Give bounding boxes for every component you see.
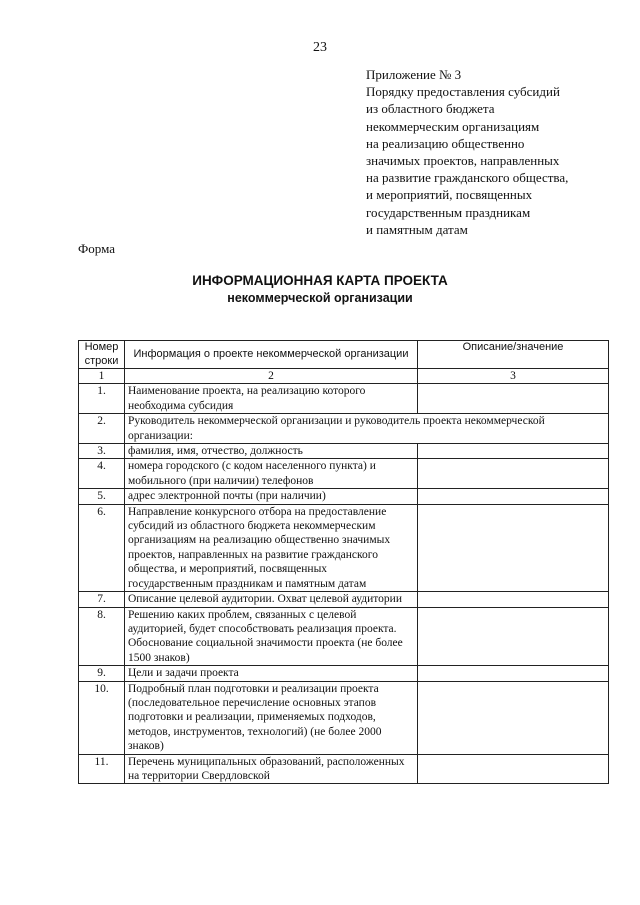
row-info-text: номера городского (с кодом населенного пункта) и мобильного (при наличии) телефонов <box>125 459 418 489</box>
column-number: 1 <box>79 369 125 384</box>
row-value-cell[interactable] <box>418 384 609 414</box>
appendix-block <box>366 66 636 238</box>
row-info-text: Подробный план подготовки и реализации проекта (последовательное перечисление основных этапов подготовки и реализации, применяемых подходов, методов, инструментов, технологий) (не более 2000 знаков) <box>125 681 418 754</box>
header-row-number: Номер строки <box>79 341 125 369</box>
document-title: ИНФОРМАЦИОННАЯ КАРТА ПРОЕКТА <box>192 273 448 288</box>
row-info-text: Руководитель некоммерческой организации и руководитель проекта некоммерческой организации: <box>125 414 609 444</box>
table-header-row <box>79 341 609 369</box>
appendix-line: и памятным датам <box>366 221 468 237</box>
appendix-line: Порядку предоставления субсидий <box>366 84 560 100</box>
row-value-cell[interactable] <box>418 489 609 504</box>
row-number: 11. <box>79 754 125 784</box>
appendix-line: некоммерческим организациям <box>366 118 540 134</box>
table-row <box>79 607 609 666</box>
project-info-table <box>78 340 609 784</box>
row-info-text: фамилия, имя, отчество, должность <box>125 444 418 459</box>
appendix-line: значимых проектов, направленных <box>366 153 560 169</box>
appendix-line: из областного бюджета <box>366 101 495 117</box>
table-row <box>79 489 609 504</box>
appendix-line: государственным праздникам <box>366 204 531 220</box>
table-row <box>79 444 609 459</box>
row-value-cell[interactable] <box>418 504 609 591</box>
row-value-cell[interactable] <box>418 592 609 607</box>
table-row <box>79 384 609 414</box>
row-info-text: Направление конкурсного отбора на предоставление субсидий из областного бюджета некоммерческим организациям на реализацию общественно значимых проектов, направленных на развитие гражданского общества, и мероприятий, посвященных государственным праздникам и памятным датам <box>125 504 418 591</box>
document-subtitle: некоммерческой организации <box>227 291 413 305</box>
column-number: 3 <box>418 369 609 384</box>
header-description-value: Описание/значение <box>418 341 609 369</box>
row-value-cell[interactable] <box>418 607 609 666</box>
row-number: 9. <box>79 666 125 681</box>
header-project-info: Информация о проекте некоммерческой организации <box>125 341 418 369</box>
row-info-text: Перечень муниципальных образований, расположенных на территории Свердловской <box>125 754 418 784</box>
row-number: 5. <box>79 489 125 504</box>
row-info-text: Решению каких проблем, связанных с целевой аудиторией, будет способствовать реализация проекта. Обоснование социальной значимости проекта (не более 1500 знаков) <box>125 607 418 666</box>
table-row <box>79 414 609 444</box>
row-number: 8. <box>79 607 125 666</box>
appendix-line: и мероприятий, посвященных <box>366 187 533 203</box>
form-label: Форма <box>78 241 115 256</box>
appendix-line: на развитие гражданского общества, <box>366 170 569 186</box>
row-number: 4. <box>79 459 125 489</box>
row-info-text: Цели и задачи проекта <box>125 666 418 681</box>
row-value-cell[interactable] <box>418 444 609 459</box>
row-value-cell[interactable] <box>418 681 609 754</box>
page-number: 23 <box>313 40 327 55</box>
table-row <box>79 754 609 784</box>
appendix-line: на реализацию общественно <box>366 135 525 151</box>
row-number: 2. <box>79 414 125 444</box>
appendix-line: Приложение № 3 <box>366 67 462 82</box>
row-info-text: адрес электронной почты (при наличии) <box>125 489 418 504</box>
row-number: 3. <box>79 444 125 459</box>
row-value-cell[interactable] <box>418 666 609 681</box>
row-info-text: Наименование проекта, на реализацию которого необходима субсидия <box>125 384 418 414</box>
row-number: 6. <box>79 504 125 591</box>
table-row <box>79 504 609 591</box>
table-row <box>79 459 609 489</box>
row-value-cell[interactable] <box>418 754 609 784</box>
row-number: 7. <box>79 592 125 607</box>
row-value-cell[interactable] <box>418 459 609 489</box>
row-number: 10. <box>79 681 125 754</box>
table-row <box>79 681 609 754</box>
table-row <box>79 666 609 681</box>
column-number: 2 <box>125 369 418 384</box>
column-number-row <box>79 369 609 384</box>
row-info-text: Описание целевой аудитории. Охват целевой аудитории <box>125 592 418 607</box>
table-row <box>79 592 609 607</box>
row-number: 1. <box>79 384 125 414</box>
